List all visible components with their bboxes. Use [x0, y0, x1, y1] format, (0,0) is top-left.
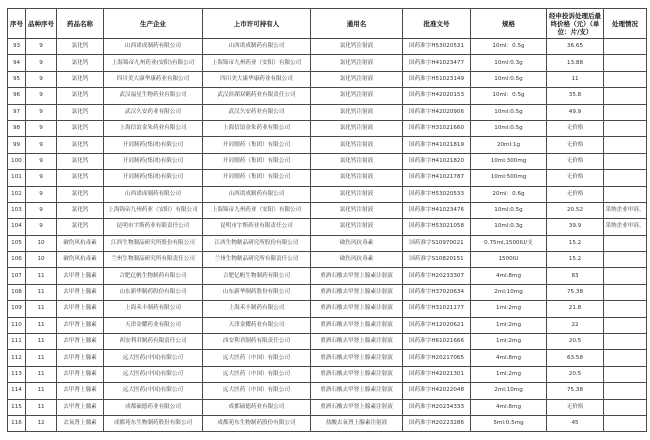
cell-generic-name: 盐酸去氧肾上腺素注射液: [311, 415, 403, 431]
cell-drug-name: 氯化钙: [57, 219, 104, 235]
cell-drug-name: 氯化钙: [57, 55, 104, 71]
cell-final-price: 15.2: [547, 252, 604, 268]
cell-drug-name: 去甲肾上腺素: [57, 350, 104, 366]
table-row: [8, 55, 647, 71]
cell-mah: 山西诺成制药有限公司: [203, 39, 311, 55]
cell-seq: 105: [8, 235, 26, 251]
cell-seq: 101: [8, 170, 26, 186]
cell-approval-no: 国药准字H42022048: [403, 383, 471, 399]
cell-handling: [604, 170, 647, 186]
table-row: [8, 301, 647, 317]
cell-spec: 10ml：0.5g: [471, 39, 547, 55]
cell-drug-name: 破伤风抗毒素: [57, 235, 104, 251]
cell-seq: 97: [8, 104, 26, 120]
cell-final-price: 75.38: [547, 284, 604, 300]
table-row: [8, 334, 647, 350]
cell-seq: 112: [8, 350, 26, 366]
table-row: [8, 186, 647, 202]
cell-manufacturer: 上海信谊金朱药业有限公司: [104, 120, 203, 136]
cell-mah: 上海信谊金朱药业有限公司: [203, 120, 311, 136]
cell-generic-name: 氯化钙注射液: [311, 39, 403, 55]
cell-variety-seq: 9: [26, 88, 57, 104]
cell-generic-name: 氯化钙注射液: [311, 104, 403, 120]
cell-final-price: 36.65: [547, 39, 604, 55]
cell-seq: 110: [8, 317, 26, 333]
cell-seq: 104: [8, 219, 26, 235]
cell-variety-seq: 11: [26, 334, 57, 350]
cell-mah: 上海锦帝九州药业（安阳）有限公司: [203, 55, 311, 71]
cell-generic-name: 破伤风抗毒素: [311, 235, 403, 251]
cell-drug-name: 去甲肾上腺素: [57, 284, 104, 300]
cell-variety-seq: 10: [26, 252, 57, 268]
cell-approval-no: 国药准字H51023149: [403, 71, 471, 87]
cell-mah: 成都苑东生物制药股份有限公司: [203, 415, 311, 431]
cell-final-price: 无价格: [547, 137, 604, 153]
cell-mah: 山东新华制药股份有限公司: [203, 284, 311, 300]
cell-handling: [604, 383, 647, 399]
cell-generic-name: 氯化钙注射液: [311, 219, 403, 235]
cell-approval-no: 国药准字H42020153: [403, 88, 471, 104]
cell-drug-name: 氯化钙: [57, 88, 104, 104]
cell-drug-name: 去甲肾上腺素: [57, 301, 104, 317]
cell-final-price: 15.2: [547, 235, 604, 251]
cell-final-price: 无价格: [547, 399, 604, 415]
cell-handling: [604, 137, 647, 153]
cell-drug-name: 去甲肾上腺素: [57, 317, 104, 333]
cell-variety-seq: 11: [26, 317, 57, 333]
cell-handling: [604, 366, 647, 382]
table-row: [8, 268, 647, 284]
cell-final-price: 11: [547, 71, 604, 87]
cell-handling: [604, 120, 647, 136]
cell-mah: 远大医药（中国）有限公司: [203, 383, 311, 399]
cell-handling: [604, 71, 647, 87]
cell-spec: 4ml:8mg: [471, 268, 547, 284]
cell-spec: 1ml:2mg: [471, 334, 547, 350]
cell-manufacturer: 远大医药(中国)有限公司: [104, 350, 203, 366]
cell-manufacturer: 上海锦帝九州药业（安阳）有限公司: [104, 202, 203, 218]
table-row: [8, 39, 647, 55]
cell-approval-no: 国药准字H41021819: [403, 137, 471, 153]
cell-mah: 上海禾丰制药有限公司: [203, 301, 311, 317]
header-handling: 处理情况: [604, 9, 647, 39]
cell-final-price: 20.5: [547, 334, 604, 350]
cell-approval-no: 国药准字H53021058: [403, 219, 471, 235]
table-row: [8, 120, 647, 136]
cell-manufacturer: 远大医药(中国)有限公司: [104, 383, 203, 399]
cell-spec: 1ml:2mg: [471, 301, 547, 317]
cell-seq: 99: [8, 137, 26, 153]
cell-variety-seq: 9: [26, 39, 57, 55]
cell-drug-name: 氯化钙: [57, 186, 104, 202]
cell-drug-name: 氯化钙: [57, 120, 104, 136]
cell-mah: 昆明市宇斯药业有限责任公司: [203, 219, 311, 235]
cell-variety-seq: 9: [26, 71, 57, 87]
cell-spec: 10ml:500mg: [471, 170, 547, 186]
cell-mah: 远大医药（中国）有限公司: [203, 366, 311, 382]
table-row: [8, 399, 647, 415]
cell-final-price: 75.38: [547, 383, 604, 399]
cell-final-price: 20.5: [547, 366, 604, 382]
cell-seq: 93: [8, 39, 26, 55]
table-row: [8, 71, 647, 87]
cell-generic-name: 氯化钙注射液: [311, 137, 403, 153]
cell-drug-name: 氯化钙: [57, 153, 104, 169]
cell-handling: [604, 235, 647, 251]
cell-approval-no: 国药准字H20234333: [403, 399, 471, 415]
cell-variety-seq: 11: [26, 301, 57, 317]
cell-final-price: 22: [547, 317, 604, 333]
cell-manufacturer: 山西诺成制药有限公司: [104, 186, 203, 202]
cell-generic-name: 氯化钙注射液: [311, 186, 403, 202]
cell-approval-no: 国药准字H37020634: [403, 284, 471, 300]
cell-drug-name: 去氧肾上腺素: [57, 415, 104, 431]
cell-seq: 95: [8, 71, 26, 87]
cell-generic-name: 破伤风抗毒素: [311, 252, 403, 268]
cell-handling: [604, 350, 647, 366]
cell-mah: 天津金耀药业有限公司: [203, 317, 311, 333]
table-row: [8, 284, 647, 300]
cell-mah: 成都硕德药业有限公司: [203, 399, 311, 415]
cell-handling: [604, 284, 647, 300]
cell-final-price: 21.8: [547, 301, 604, 317]
header-final-price: 经申投诉处理后最终价格（元）（单位：片/支）: [547, 9, 604, 39]
table-row: [8, 88, 647, 104]
cell-manufacturer: 天津金耀药业有限公司: [104, 317, 203, 333]
table-row: [8, 350, 647, 366]
cell-variety-seq: 9: [26, 170, 57, 186]
cell-generic-name: 重酒石酸去甲肾上腺素注射液: [311, 317, 403, 333]
cell-drug-name: 去甲肾上腺素: [57, 399, 104, 415]
cell-manufacturer: 山东新华制药股份有限公司: [104, 284, 203, 300]
header-manufacturer: 生产企业: [104, 9, 203, 39]
cell-variety-seq: 9: [26, 104, 57, 120]
cell-approval-no: 国药准字S10820151: [403, 252, 471, 268]
cell-seq: 106: [8, 252, 26, 268]
cell-approval-no: 国药准字H31021177: [403, 301, 471, 317]
table-row: [8, 202, 647, 218]
cell-mah: 江西生物制品研究所股份有限公司: [203, 235, 311, 251]
cell-manufacturer: 成都硕德药业有限公司: [104, 399, 203, 415]
cell-final-price: 13.88: [547, 55, 604, 71]
cell-drug-name: 氯化钙: [57, 104, 104, 120]
table-row: [8, 104, 647, 120]
cell-approval-no: 国药准字H12020621: [403, 317, 471, 333]
cell-drug-name: 破伤风抗毒素: [57, 252, 104, 268]
cell-approval-no: 国药准字H41023476: [403, 202, 471, 218]
cell-final-price: 无价格: [547, 186, 604, 202]
cell-handling: [604, 39, 647, 55]
cell-approval-no: 国药准字H20233307: [403, 268, 471, 284]
cell-generic-name: 重酒石酸去甲肾上腺素注射液: [311, 334, 403, 350]
cell-mah: 西安利君制药有限责任公司: [203, 334, 311, 350]
cell-spec: 10ml:0.3g: [471, 219, 547, 235]
cell-variety-seq: 11: [26, 284, 57, 300]
cell-seq: 115: [8, 399, 26, 415]
cell-spec: 10ml:0.5g: [471, 202, 547, 218]
cell-mah: 远大医药（中国）有限公司: [203, 350, 311, 366]
cell-manufacturer: 开封制药(集团)有限公司: [104, 153, 203, 169]
cell-variety-seq: 9: [26, 186, 57, 202]
header-variety-seq: 品种序号: [26, 9, 57, 39]
cell-spec: 10ml:0.3g: [471, 55, 547, 71]
table-row: [8, 252, 647, 268]
cell-manufacturer: 兰州生物制品研究所有限责任公司: [104, 252, 203, 268]
cell-manufacturer: 开封制药(集团)有限公司: [104, 137, 203, 153]
cell-variety-seq: 10: [26, 235, 57, 251]
cell-handling: 采纳企业申诉。: [604, 202, 647, 218]
table-row: [8, 137, 647, 153]
cell-mah: 山西诺成制药有限公司: [203, 186, 311, 202]
cell-generic-name: 氯化钙注射液: [311, 55, 403, 71]
cell-drug-name: 去甲肾上腺素: [57, 334, 104, 350]
cell-variety-seq: 11: [26, 366, 57, 382]
cell-variety-seq: 11: [26, 350, 57, 366]
cell-approval-no: 国药准字H31021660: [403, 120, 471, 136]
cell-handling: 采纳企业申诉。: [604, 219, 647, 235]
cell-seq: 102: [8, 186, 26, 202]
table-row: [8, 317, 647, 333]
cell-manufacturer: 武汉久安药业有限公司: [104, 104, 203, 120]
cell-final-price: 39.9: [547, 219, 604, 235]
cell-seq: 94: [8, 55, 26, 71]
cell-mah: 兰州生物制品研究所有限责任公司: [203, 252, 311, 268]
cell-manufacturer: 昆明市宇斯药业有限责任公司: [104, 219, 203, 235]
cell-generic-name: 重酒石酸去甲肾上腺素注射液: [311, 399, 403, 415]
header-spec: 规格: [471, 9, 547, 39]
cell-seq: 111: [8, 334, 26, 350]
cell-manufacturer: 江西生物制品研究所股份有限公司: [104, 235, 203, 251]
cell-manufacturer: 四川美大康华康药业有限公司: [104, 71, 203, 87]
cell-variety-seq: 9: [26, 153, 57, 169]
cell-seq: 114: [8, 383, 26, 399]
table-row: [8, 170, 647, 186]
cell-mah: 武汉滨湖双鹤药业有限责任公司: [203, 88, 311, 104]
cell-final-price: 83: [547, 268, 604, 284]
cell-manufacturer: 上海禾丰制药有限公司: [104, 301, 203, 317]
cell-handling: [604, 268, 647, 284]
cell-seq: 100: [8, 153, 26, 169]
cell-manufacturer: 山西诺成制药有限公司: [104, 39, 203, 55]
cell-final-price: 无价格: [547, 120, 604, 136]
cell-spec: 4ml:8mg: [471, 399, 547, 415]
header-generic-name: 通用名: [311, 9, 403, 39]
cell-spec: 20ml：0.6g: [471, 186, 547, 202]
cell-spec: 1ml:2mg: [471, 317, 547, 333]
cell-generic-name: 重酒石酸去甲肾上腺素注射液: [311, 301, 403, 317]
cell-handling: [604, 399, 647, 415]
cell-approval-no: 国药准字H53020531: [403, 39, 471, 55]
cell-variety-seq: 9: [26, 137, 57, 153]
cell-seq: 96: [8, 88, 26, 104]
cell-variety-seq: 12: [26, 415, 57, 431]
cell-approval-no: 国药准字H41023477: [403, 55, 471, 71]
cell-generic-name: 重酒石酸去甲肾上腺素注射液: [311, 268, 403, 284]
price-table: [7, 8, 647, 432]
header-mah: 上市许可持有人: [203, 9, 311, 39]
cell-handling: [604, 317, 647, 333]
cell-handling: [604, 252, 647, 268]
cell-spec: 10ml:0.5g: [471, 104, 547, 120]
cell-seq: 113: [8, 366, 26, 382]
cell-seq: 103: [8, 202, 26, 218]
cell-generic-name: 重酒石酸去甲肾上腺素注射液: [311, 366, 403, 382]
cell-manufacturer: 武汉福星生物药业有限公司: [104, 88, 203, 104]
cell-mah: 四川美大康华康药业有限公司: [203, 71, 311, 87]
cell-drug-name: 氯化钙: [57, 202, 104, 218]
cell-mah: 武汉久安药业有限公司: [203, 104, 311, 120]
cell-handling: [604, 334, 647, 350]
cell-drug-name: 去甲肾上腺素: [57, 383, 104, 399]
header-approval-no: 批准文号: [403, 9, 471, 39]
cell-mah: 开封制药（集团）有限公司: [203, 153, 311, 169]
cell-spec: 2ml:10mg: [471, 284, 547, 300]
table-row: [8, 219, 647, 235]
header-drug-name: 药品名称: [57, 9, 104, 39]
cell-spec: 10ml:300mg: [471, 153, 547, 169]
cell-spec: 10ml：0.5g: [471, 88, 547, 104]
cell-manufacturer: 开封制药(集团)有限公司: [104, 170, 203, 186]
cell-variety-seq: 9: [26, 219, 57, 235]
cell-seq: 109: [8, 301, 26, 317]
cell-spec: 1ml:2mg: [471, 366, 547, 382]
cell-handling: [604, 301, 647, 317]
cell-generic-name: 重酒石酸去甲肾上腺素注射液: [311, 284, 403, 300]
cell-spec: 4ml:8mg: [471, 350, 547, 366]
header-row: [8, 9, 647, 39]
cell-drug-name: 氯化钙: [57, 39, 104, 55]
cell-drug-name: 去甲肾上腺素: [57, 268, 104, 284]
cell-generic-name: 重酒石酸去甲肾上腺素注射液: [311, 350, 403, 366]
cell-approval-no: 国药准字H20217065: [403, 350, 471, 366]
cell-mah: 开封制药（集团）有限公司: [203, 137, 311, 153]
cell-generic-name: 氯化钙注射液: [311, 88, 403, 104]
cell-variety-seq: 11: [26, 383, 57, 399]
table-body: [8, 39, 647, 432]
cell-approval-no: 国药准字H41021787: [403, 170, 471, 186]
table-row: [8, 366, 647, 382]
cell-handling: [604, 88, 647, 104]
cell-generic-name: 重酒石酸去甲肾上腺素注射液: [311, 383, 403, 399]
cell-approval-no: 国药准字H42021301: [403, 366, 471, 382]
table-row: [8, 415, 647, 431]
cell-drug-name: 氯化钙: [57, 71, 104, 87]
cell-generic-name: 氯化钙注射液: [311, 153, 403, 169]
cell-drug-name: 氯化钙: [57, 137, 104, 153]
cell-mah: 合肥亿帆生物制药有限公司: [203, 268, 311, 284]
cell-final-price: 35.8: [547, 88, 604, 104]
header-seq: 序号: [8, 9, 26, 39]
cell-generic-name: 氯化钙注射液: [311, 120, 403, 136]
cell-approval-no: 国药准字H61021666: [403, 334, 471, 350]
cell-final-price: 20.52: [547, 202, 604, 218]
cell-approval-no: 国药准字H20223286: [403, 415, 471, 431]
cell-drug-name: 氯化钙: [57, 170, 104, 186]
cell-variety-seq: 11: [26, 399, 57, 415]
cell-spec: 2ml:10mg: [471, 383, 547, 399]
cell-seq: 108: [8, 284, 26, 300]
cell-handling: [604, 153, 647, 169]
cell-manufacturer: 上海锦帝九州药业(安阳)有限公司: [104, 55, 203, 71]
cell-mah: 上海锦帝九州药业（安阳）有限公司: [203, 202, 311, 218]
cell-handling: [604, 55, 647, 71]
cell-manufacturer: 合肥亿帆生物制药有限公司: [104, 268, 203, 284]
cell-final-price: 49.9: [547, 104, 604, 120]
cell-variety-seq: 9: [26, 120, 57, 136]
cell-final-price: 无价格: [547, 153, 604, 169]
cell-final-price: 45: [547, 415, 604, 431]
cell-manufacturer: 西安利君制药有限责任公司: [104, 334, 203, 350]
cell-final-price: 63.58: [547, 350, 604, 366]
cell-spec: 1500IU: [471, 252, 547, 268]
cell-spec: 20ml:1g: [471, 137, 547, 153]
cell-handling: [604, 415, 647, 431]
cell-variety-seq: 9: [26, 55, 57, 71]
cell-approval-no: 国药准字H41021820: [403, 153, 471, 169]
cell-mah: 开封制药（集团）有限公司: [203, 170, 311, 186]
cell-drug-name: 去甲肾上腺素: [57, 366, 104, 382]
cell-approval-no: 国药准字H53020533: [403, 186, 471, 202]
table-row: [8, 153, 647, 169]
cell-variety-seq: 11: [26, 268, 57, 284]
cell-generic-name: 氯化钙注射液: [311, 170, 403, 186]
cell-seq: 98: [8, 120, 26, 136]
cell-approval-no: 国药准字S10970021: [403, 235, 471, 251]
cell-spec: 0.75ml,1500IU/支: [471, 235, 547, 251]
cell-generic-name: 氯化钙注射液: [311, 71, 403, 87]
cell-handling: [604, 186, 647, 202]
cell-approval-no: 国药准字H42020906: [403, 104, 471, 120]
cell-variety-seq: 9: [26, 202, 57, 218]
cell-manufacturer: 成都苑东生物制药股份有限公司: [104, 415, 203, 431]
cell-handling: [604, 104, 647, 120]
cell-manufacturer: 远大医药(中国)有限公司: [104, 366, 203, 382]
cell-final-price: 无价格: [547, 170, 604, 186]
cell-seq: 107: [8, 268, 26, 284]
cell-spec: 5ml:0.5mg: [471, 415, 547, 431]
cell-generic-name: 氯化钙注射液: [311, 202, 403, 218]
table-row: [8, 383, 647, 399]
cell-spec: 10ml:0.5g: [471, 71, 547, 87]
cell-spec: 10ml:0.5g: [471, 120, 547, 136]
cell-seq: 116: [8, 415, 26, 431]
table-row: [8, 235, 647, 251]
